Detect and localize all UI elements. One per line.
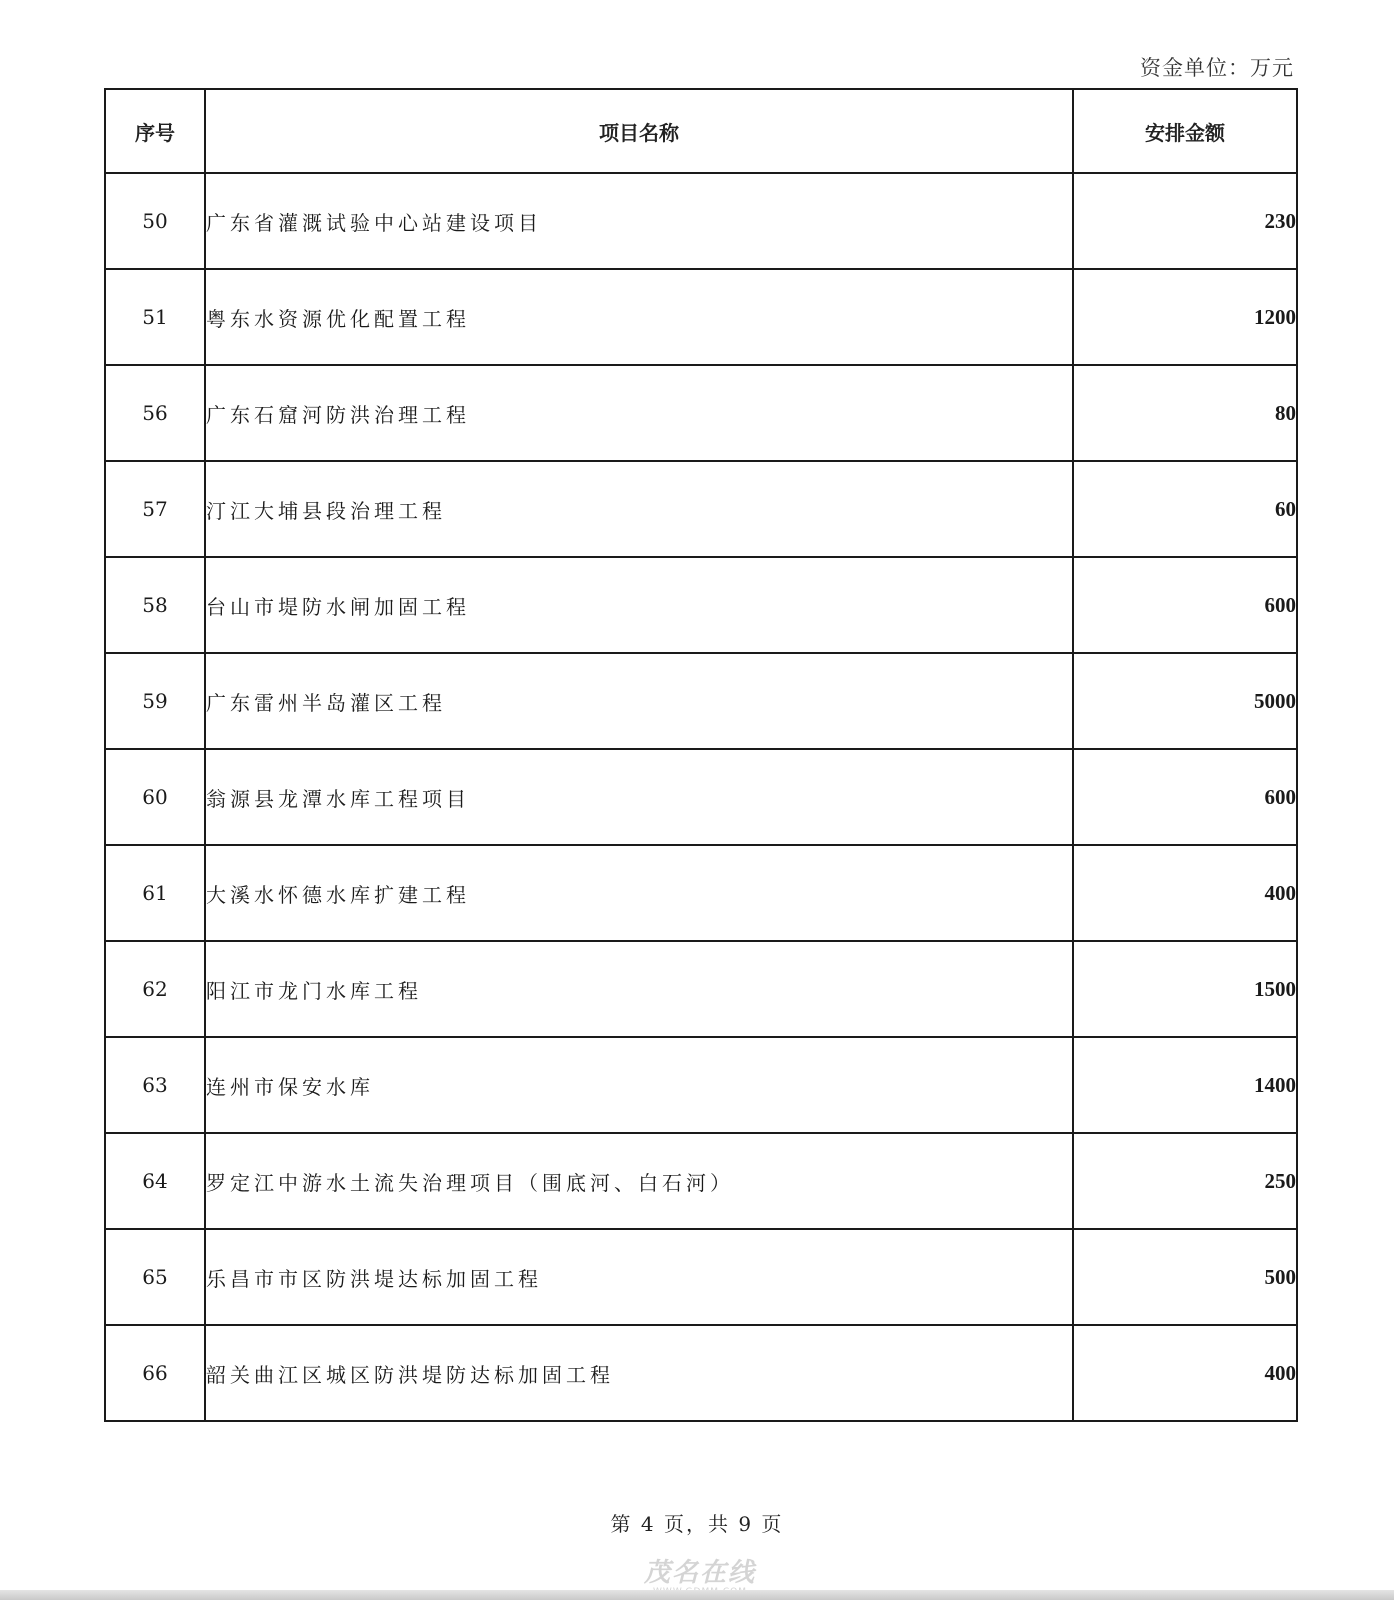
unit-note: 资金单位：万元 [1140,56,1294,80]
header-serial-number: 序号 [105,89,205,173]
project-name-cell: 台山市堤防水闸加固工程 [205,557,1073,653]
table-row [105,1133,1297,1229]
amount-cell: 250 [1073,1133,1297,1229]
table-row [105,1229,1297,1325]
table-row [105,269,1297,365]
serial-number-cell: 59 [105,653,205,749]
serial-number-cell: 51 [105,269,205,365]
amount-cell: 400 [1073,845,1297,941]
project-name-cell: 广东雷州半岛灌区工程 [205,653,1073,749]
table-row [105,1037,1297,1133]
header-allocated-amount: 安排金额 [1073,89,1297,173]
table-row [105,941,1297,1037]
viewer-bottom-bar [0,1590,1394,1600]
amount-cell: 80 [1073,365,1297,461]
table-row [105,557,1297,653]
funding-table [104,88,1298,1422]
amount-cell: 600 [1073,749,1297,845]
project-name-cell: 乐昌市市区防洪堤达标加固工程 [205,1229,1073,1325]
watermark-logo: 茂名在线 [643,1558,756,1588]
table-row [105,749,1297,845]
page-number: 第 4 页，共 9 页 [610,1512,784,1536]
project-name-cell: 阳江市龙门水库工程 [205,941,1073,1037]
serial-number-cell: 63 [105,1037,205,1133]
serial-number-cell: 61 [105,845,205,941]
amount-cell: 1400 [1073,1037,1297,1133]
serial-number-cell: 66 [105,1325,205,1421]
table-row [105,461,1297,557]
project-name-cell: 韶关曲江区城区防洪堤防达标加固工程 [205,1325,1073,1421]
amount-cell: 1200 [1073,269,1297,365]
serial-number-cell: 50 [105,173,205,269]
serial-number-cell: 65 [105,1229,205,1325]
project-name-cell: 大溪水怀德水库扩建工程 [205,845,1073,941]
project-name-cell: 罗定江中游水土流失治理项目（围底河、白石河） [205,1133,1073,1229]
amount-cell: 600 [1073,557,1297,653]
project-name-cell: 连州市保安水库 [205,1037,1073,1133]
header-project-name: 项目名称 [205,89,1073,173]
table-header-row [105,89,1297,173]
project-name-cell: 广东省灌溉试验中心站建设项目 [205,173,1073,269]
serial-number-cell: 64 [105,1133,205,1229]
table-row [105,845,1297,941]
amount-cell: 5000 [1073,653,1297,749]
table-row [105,173,1297,269]
project-name-cell: 粤东水资源优化配置工程 [205,269,1073,365]
serial-number-cell: 62 [105,941,205,1037]
serial-number-cell: 58 [105,557,205,653]
serial-number-cell: 56 [105,365,205,461]
serial-number-cell: 60 [105,749,205,845]
project-name-cell: 广东石窟河防洪治理工程 [205,365,1073,461]
amount-cell: 230 [1073,173,1297,269]
table-row [105,365,1297,461]
table-row [105,1325,1297,1421]
amount-cell: 500 [1073,1229,1297,1325]
project-name-cell: 翁源县龙潭水库工程项目 [205,749,1073,845]
amount-cell: 1500 [1073,941,1297,1037]
amount-cell: 60 [1073,461,1297,557]
amount-cell: 400 [1073,1325,1297,1421]
table-row [105,653,1297,749]
project-name-cell: 汀江大埔县段治理工程 [205,461,1073,557]
serial-number-cell: 57 [105,461,205,557]
